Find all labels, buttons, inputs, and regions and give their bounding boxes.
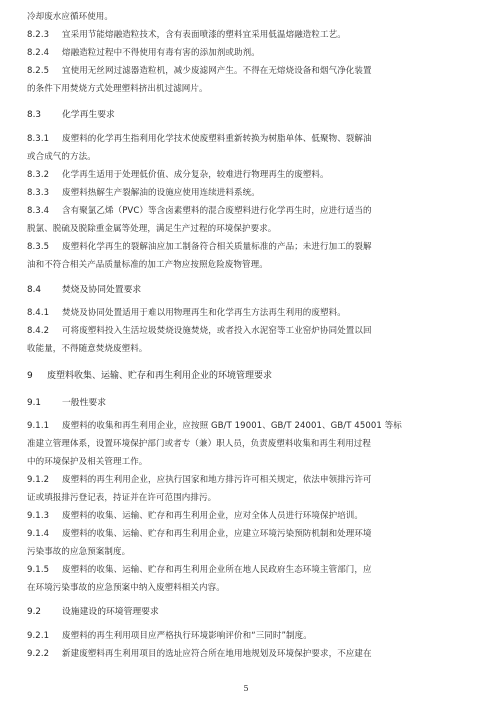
clause-text: 废塑料的收集、运输、贮存和再生利用企业，应建立环境污染预防机制和处理环境 [62,529,372,539]
heading-text: 一般性要求 [62,398,106,408]
clause-9-1-1-cont2 [27,453,469,471]
clause-9-1-1 [27,417,469,435]
clause-text: 污染事故的应急预案制度。 [27,547,131,557]
heading-text: 焚烧及协同处置要求 [62,285,142,295]
heading-8-3 [27,106,115,124]
heading-8-4 [27,281,141,299]
clause-9-2-1 [27,627,469,645]
heading-text: 化学再生要求 [62,110,115,120]
clause-text: 熔融造粒过程中不得使用有毒有害的添加剂或助剂。 [62,48,260,58]
heading-text: 设施建设的环境管理要求 [62,607,159,617]
clause-9-1-3 [27,507,469,525]
clause-text: 新建废塑料再生利用项目的选址应符合所在地用地规划及环境保护要求，不应建在 [62,649,372,659]
clause-number: 8.4.2 [27,326,50,336]
clause-text: 在环境污染事故的应急预案中纳入废塑料相关内容。 [27,583,225,593]
clause-text: 脱氯、脱硫及脱除重金属等处理，满足生产过程的环境保护要求。 [27,224,277,234]
heading-number: 8.4 [27,285,41,295]
paragraph-text: 冷却废水应循环使用。 [27,12,114,22]
clause-text: 焚烧及协同处置适用于难以用物理再生和化学再生方法再生利用的废塑料。 [62,308,346,318]
clause-8-3-4 [27,202,469,220]
clause-9-1-4-cont [27,543,469,561]
clause-number: 9.1.3 [27,511,50,521]
clause-text: 废塑料的化学再生指利用化学技术使废塑料重新转换为树脂单体、低聚物、裂解油 [62,134,372,144]
clause-9-2-2 [27,645,469,663]
heading-9 [27,367,272,385]
clause-number: 8.3.4 [27,206,50,216]
clause-9-1-2 [27,471,469,489]
heading-number: 9 [27,371,33,381]
clause-number: 9.1.2 [27,475,50,485]
clause-text: 废塑料的再生利用项目应严格执行环境影响评价和“三同时”制度。 [62,631,312,641]
heading-9-2 [27,603,159,621]
clause-text: 废塑料化学再生的裂解油应加工制备符合相关质量标准的产品；未进行加工的裂解 [62,242,372,252]
clause-number: 8.3.3 [27,188,50,198]
clause-8-2-5 [27,62,469,80]
clause-text: 废塑料的收集和再生利用企业，应按照 GB/T 19001、GB/T 24001、GB/T 45001 等标 [62,421,402,431]
clause-number: 8.3.5 [27,242,50,252]
clause-text: 化学再生适用于处理低价值、成分复杂，较难进行物理再生的废塑料。 [62,170,329,180]
clause-text: 中的环境保护及相关管理工作。 [27,457,148,467]
clause-number: 9.2.1 [27,631,50,641]
clause-9-1-5-cont [27,579,469,597]
clause-text: 证或填报排污登记表，持证并在许可范围内排污。 [27,493,217,503]
clause-number: 9.2.2 [27,649,50,659]
clause-8-4-2 [27,322,469,340]
clause-9-1-1-cont [27,435,469,453]
clause-9-1-5 [27,561,469,579]
clause-text: 废塑料的收集、运输、贮存和再生利用企业所在地人民政府生态环境主管部门，应 [62,565,372,575]
clause-text: 宜采用节能熔融造粒技术，含有表面喷漆的塑料宜采用低温熔融造粒工艺。 [62,30,346,40]
heading-number: 9.2 [27,607,41,617]
clause-number: 9.1.5 [27,565,50,575]
clause-8-4-2-cont [27,340,469,358]
page-number: 5 [243,684,249,693]
clause-text: 可将废塑料投入生活垃圾焚烧设施焚烧，或者投入水泥窑等工业窑炉协同处置以回 [62,326,372,336]
clause-8-3-5 [27,238,469,256]
clause-8-3-2 [27,166,469,184]
clause-text: 准建立管理体系，设置环境保护部门或者专（兼）职人员，负责废塑料收集和再生利用过程 [27,439,372,449]
clause-8-4-1 [27,304,469,322]
clause-text: 或合成气的方法。 [27,152,96,162]
clause-8-2-3 [27,26,469,44]
clause-text: 含有聚氯乙烯（PVC）等含卤素塑料的混合废塑料进行化学再生时，应进行适当的 [62,206,372,216]
clause-text: 的条件下用焚烧方式处理塑料挤出机过滤网片。 [27,84,208,94]
clause-8-2-4 [27,44,469,62]
heading-number: 9.1 [27,398,41,408]
heading-number: 8.3 [27,110,41,120]
clause-8-3-3 [27,184,469,202]
clause-number: 8.4.1 [27,308,50,318]
clause-9-1-2-cont [27,489,469,507]
clause-9-1-4 [27,525,469,543]
clause-number: 9.1.4 [27,529,50,539]
clause-text: 废塑料热解生产裂解油的设施应使用连续进料系统。 [62,188,260,198]
clause-text: 废塑料的收集、运输、贮存和再生利用企业，应对全体人员进行环境保护培训。 [62,511,364,521]
clause-number: 8.2.4 [27,48,50,58]
clause-8-3-1-cont [27,148,469,166]
clause-8-3-1 [27,130,469,148]
clause-number: 8.3.2 [27,170,50,180]
paragraph-continuation [27,8,469,26]
heading-text: 废塑料收集、运输、贮存和再生利用企业的环境管理要求 [47,371,273,381]
clause-8-3-4-cont [27,220,469,238]
clause-8-2-5-cont [27,80,469,98]
clause-8-3-5-cont [27,256,469,274]
clause-text: 宜使用无丝网过滤器造粒机，减少废滤网产生。不得在无熔烧设备和烟气净化装置 [62,66,372,76]
clause-text: 收能量，不得随意焚烧废塑料。 [27,344,148,354]
clause-text: 废塑料的再生利用企业，应执行国家和地方排污许可相关规定，依法申领排污许可 [62,475,372,485]
heading-9-1 [27,394,106,412]
clause-text: 油和不符合相关产品质量标准的加工产物应按照危险废物管理。 [27,260,268,270]
clause-number: 9.1.1 [27,421,50,431]
clause-number: 8.2.3 [27,30,50,40]
clause-number: 8.3.1 [27,134,50,144]
clause-number: 8.2.5 [27,66,50,76]
